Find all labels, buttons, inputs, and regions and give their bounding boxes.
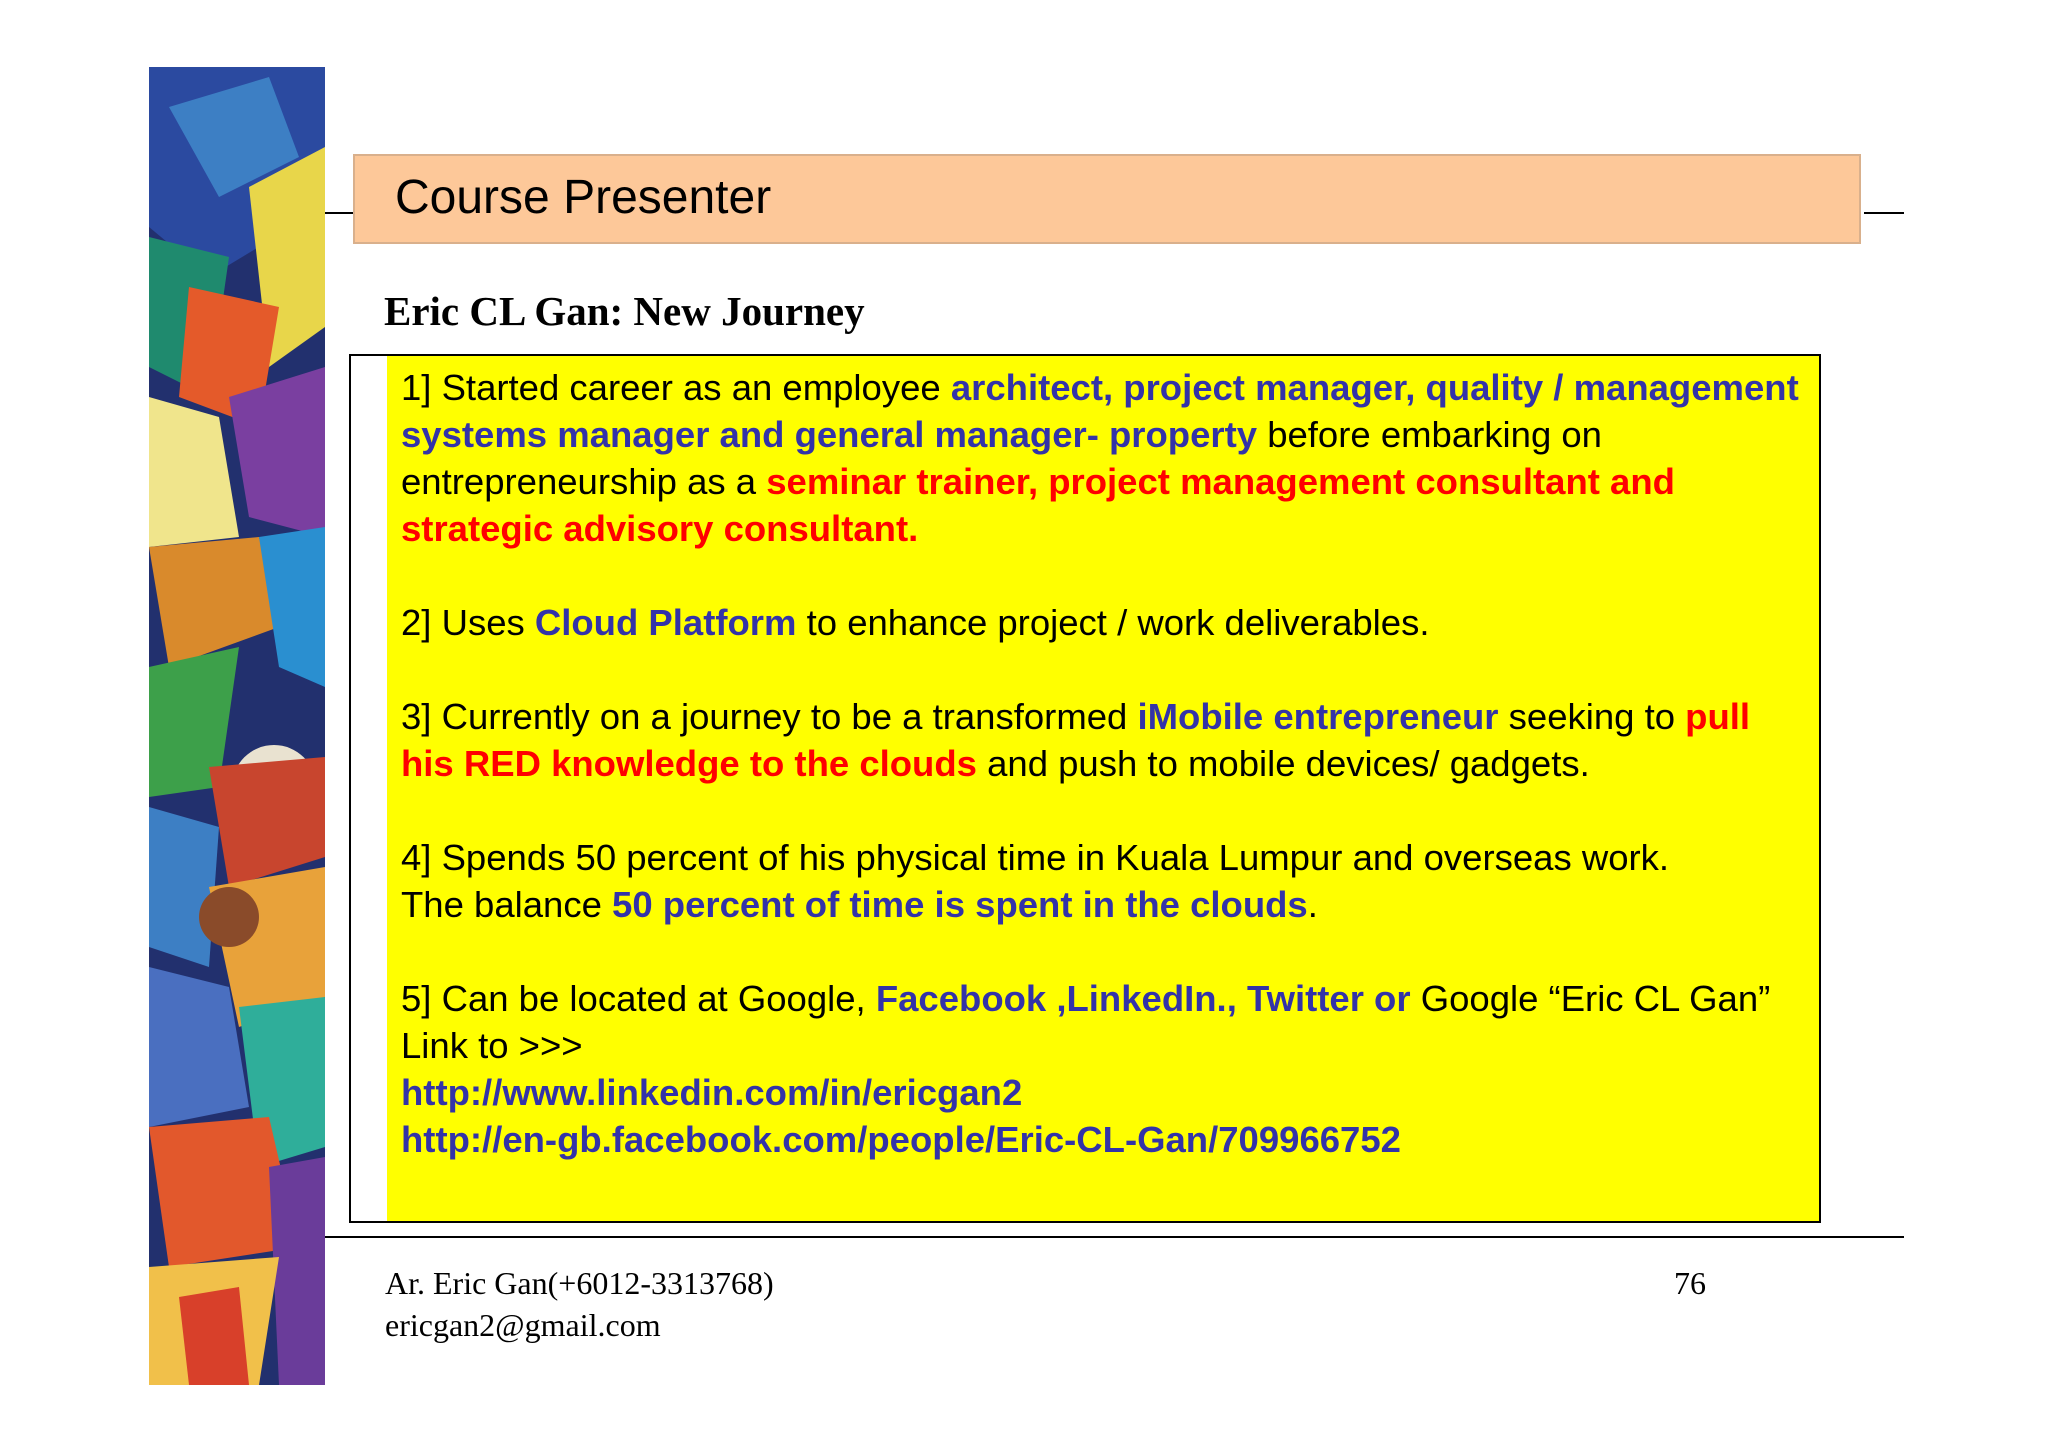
footer-contact: [385, 1262, 774, 1346]
item-4-period: .: [1307, 884, 1318, 925]
item-4-text: The balance: [401, 884, 613, 925]
title-bar: [353, 154, 1861, 244]
item-5-text: 5] Can be located at Google,: [401, 978, 876, 1019]
item-2-text-2: to enhance project / work deliverables.: [796, 602, 1430, 643]
item-2-text: 2] Uses: [401, 602, 535, 643]
item-3-text: 3] Currently on a journey to be a transformed: [401, 696, 1138, 737]
item-1-roles: architect, project manager, quality / management systems manager and general manager- property: [401, 367, 1799, 455]
slide-title: Course Presenter: [395, 171, 772, 224]
item-1-text: 1] Started career as an employee: [401, 367, 951, 408]
item-1-text-2: before embarking on entrepreneurship as a: [401, 414, 1602, 502]
content-text: [401, 364, 1801, 1163]
item-2-cloud-platform: Cloud Platform: [534, 602, 797, 643]
decorative-side-artwork: [149, 67, 325, 1385]
footer-email: ericgan2@gmail.com: [385, 1307, 661, 1343]
top-rule-left: [325, 212, 355, 214]
item-4-clouds: 50 percent of time is spent in the clouds: [612, 884, 1308, 925]
footer-contact-name-phone: Ar. Eric Gan(+6012-3313768): [385, 1265, 774, 1301]
footer-rule: [325, 1236, 1904, 1238]
top-rule-right: [1864, 212, 1904, 214]
item-1-consultant-roles: seminar trainer, project management consultant and strategic advisory consultant.: [401, 461, 1675, 549]
item-5-social-networks: Facebook ,LinkedIn., Twitter or: [875, 978, 1411, 1019]
linkedin-link[interactable]: http://www.linkedin.com/in/ericgan2: [401, 1072, 1023, 1113]
item-3-red-knowledge: pull his RED knowledge to the clouds: [401, 696, 1751, 784]
item-3-imobile: iMobile entrepreneur: [1137, 696, 1499, 737]
item-5-text-2: Google “Eric CL Gan”: [1410, 978, 1771, 1019]
item-3: [401, 693, 1801, 787]
item-4-line-1: 4] Spends 50 percent of his physical time in Kuala Lumpur and overseas work.: [401, 837, 1670, 878]
item-3-text-2: seeking to: [1498, 696, 1686, 737]
facebook-link[interactable]: http://en-gb.facebook.com/people/Eric-CL-Gan/709966752: [401, 1119, 1401, 1160]
item-5: [401, 975, 1801, 1022]
item-1: [401, 364, 1801, 552]
slide-subtitle: Eric CL Gan: New Journey: [384, 288, 865, 334]
item-3-text-3: and push to mobile devices/ gadgets.: [976, 743, 1590, 784]
page-number: 76: [1674, 1265, 1706, 1301]
item-2: [401, 599, 1801, 646]
item-4-line-2: [401, 881, 1801, 928]
link-prompt: Link to >>>: [401, 1025, 583, 1066]
